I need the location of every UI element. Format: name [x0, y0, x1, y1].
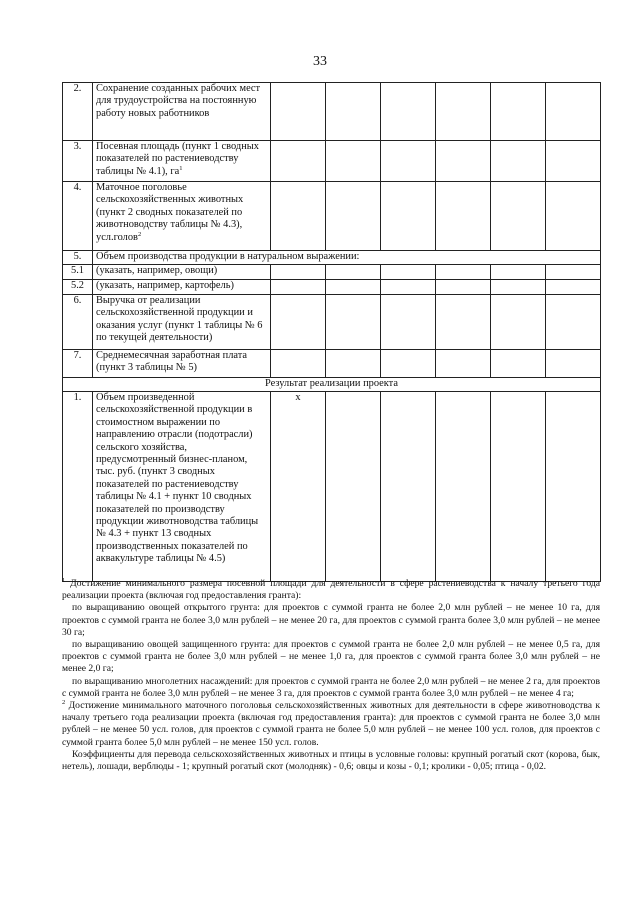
row-description: (указать, например, овощи)	[93, 265, 271, 280]
value-cell	[546, 182, 601, 251]
value-cell	[546, 265, 601, 280]
value-cell	[271, 141, 326, 182]
value-cell	[436, 350, 491, 378]
value-cell	[381, 265, 436, 280]
table-row	[63, 295, 601, 350]
section-header: Результат реализации проекта	[63, 378, 601, 392]
value-cell	[546, 392, 601, 582]
value-cell	[491, 295, 546, 350]
value-cell	[491, 83, 546, 141]
footnotes	[62, 578, 600, 773]
footnote-1-closed-ground: по выращиванию овощей защищенного грунта: для проектов с суммой гранта не более 2,0 млн рублей – не менее 0,5 га, для проектов с суммой гранта не более 3,0 млн рублей – не менее 1,0 га, для проектов с суммой гранта более 3,0 млн рублей – не менее 2,0 га;	[62, 639, 600, 675]
footnote-2: $^2$ Достижение минимального маточного поголовья сельскохозяйственных животных для деятельности в сфере животноводства к началу третьего года реализации проекта (включая год предоставления гранта): для проектов с суммой гранта не более 3,0 млн рублей – не менее 50 усл. голов, для проектов с суммой гранта не более 5,0 млн рублей – не менее 100 усл. голов, для проектов с суммой гранта более 5,0 млн рублей – не менее 150 усл. голов.	[62, 699, 600, 748]
row-number: 5.1	[63, 265, 93, 280]
value-cell	[546, 295, 601, 350]
row-description: Объем производства продукции в натуральном выражении:	[93, 251, 601, 265]
row-description: Выручка от реализации сельскохозяйственной продукции и оказания услуг (пункт 1 таблицы № 6 по текущей деятельности)	[93, 295, 271, 350]
table-row	[63, 265, 601, 280]
table-row	[63, 83, 601, 141]
value-cell	[491, 182, 546, 251]
value-cell	[326, 265, 381, 280]
value-cell	[436, 392, 491, 582]
value-cell	[491, 392, 546, 582]
table-row	[63, 350, 601, 378]
value-cell	[326, 295, 381, 350]
row-description: Маточное поголовье сельскохозяйственных животных (пункт 2 сводных показателей по животноводству таблицы № 4.3), усл.голов$^2$	[93, 182, 271, 251]
value-cell	[326, 392, 381, 582]
value-cell	[271, 295, 326, 350]
row-number: 1.	[63, 392, 93, 582]
row-description: Среднемесячная заработная плата (пункт 3 таблицы № 5)	[93, 350, 271, 378]
table-row	[63, 141, 601, 182]
value-cell	[546, 141, 601, 182]
footnote-1-open-ground: по выращиванию овощей открытого грунта: для проектов с суммой гранта не более 2,0 млн рублей – не менее 10 га, для проектов с суммой гранта не более 3,0 млн рублей – не менее 20 га, для проектов с суммой гранта более 3,0 млн рублей – не менее 30 га;	[62, 602, 600, 638]
row-number: 6.	[63, 295, 93, 350]
value-cell	[381, 392, 436, 582]
table-row	[63, 251, 601, 265]
table-row	[63, 392, 601, 582]
row-description: Сохранение созданных рабочих мест для трудоустройства на постоянную работу новых работников	[93, 83, 271, 141]
value-cell	[271, 350, 326, 378]
row-number: 2.	[63, 83, 93, 141]
table-row	[63, 280, 601, 295]
table-row	[63, 182, 601, 251]
value-cell	[436, 83, 491, 141]
value-cell	[491, 265, 546, 280]
footnote-ref: 2	[137, 230, 142, 238]
page-number: 33	[313, 54, 327, 69]
value-cell	[436, 141, 491, 182]
value-cell	[326, 280, 381, 295]
row-description: Посевная площадь (пункт 1 сводных показателей по растениеводству таблицы № 4.1), $га^1$	[93, 141, 271, 182]
conversion-coefficients: Коэффициенты для перевода сельскохозяйственных животных и птицы в условные головы: крупный рогатый скот (корова, бык, нетель), лошади, верблюды - 1; крупный рогатый скот (молодняк) - 0,6; овцы и козы - 0,1; кролики - 0,05; птица - 0,02.	[62, 748, 600, 773]
value-cell	[436, 280, 491, 295]
value-cell	[491, 350, 546, 378]
value-cell	[381, 83, 436, 141]
value-cell	[491, 280, 546, 295]
row-number: 7.	[63, 350, 93, 378]
value-cell	[436, 182, 491, 251]
value-cell	[436, 265, 491, 280]
row-number: 3.	[63, 141, 93, 182]
value-cell	[436, 295, 491, 350]
footnote-mark: 2	[62, 699, 66, 707]
row-description: (указать, например, картофель)	[93, 280, 271, 295]
row-number: 5.	[63, 251, 93, 265]
value-cell	[381, 182, 436, 251]
row-number: 5.2	[63, 280, 93, 295]
footnote-ref: 1	[179, 164, 183, 172]
value-cell	[271, 280, 326, 295]
not-applicable-mark: х	[271, 392, 326, 582]
table-row	[63, 378, 601, 392]
value-cell	[381, 295, 436, 350]
value-cell	[271, 265, 326, 280]
value-cell	[546, 350, 601, 378]
footnote-mark: 1	[62, 577, 66, 584]
value-cell	[271, 182, 326, 251]
value-cell	[326, 350, 381, 378]
value-cell	[381, 280, 436, 295]
value-cell	[491, 141, 546, 182]
value-cell	[271, 83, 326, 141]
value-cell	[546, 83, 601, 141]
value-cell	[381, 141, 436, 182]
footnote-1: $^1$ Достижение минимального размера посевной площади для деятельности в сфере растениеводства к началу третьего года реализации проекта (включая год предоставления гранта):	[62, 577, 600, 602]
value-cell	[546, 280, 601, 295]
footnote-1-perennial: по выращиванию многолетних насаждений: для проектов с суммой гранта не более 2,0 млн рублей – не менее 2 га, для проектов с суммой гранта не более 3,0 млн рублей – не менее 3 га, для проектов с суммой гранта более 3,0 млн рублей – не менее 4 га;	[62, 675, 600, 699]
value-cell	[326, 141, 381, 182]
value-cell	[326, 83, 381, 141]
value-cell	[326, 182, 381, 251]
value-cell	[381, 350, 436, 378]
row-description: Объем произведенной сельскохозяйственной продукции в стоимостном выражении по направлению отрасли (подотрасли) сельского хозяйства, предусмотренный бизнес-планом, тыс. руб. (пункт 3 сводных показателей по растениеводству таблицы № 4.1 + пункт 10 сводных показателей по производству продукции животноводства таблицы № 4.3 + пункт 13 сводных производственных показателей по аквакультуре таблицы № 4.5)	[93, 392, 271, 582]
results-table	[62, 82, 601, 582]
row-number: 4.	[63, 182, 93, 251]
